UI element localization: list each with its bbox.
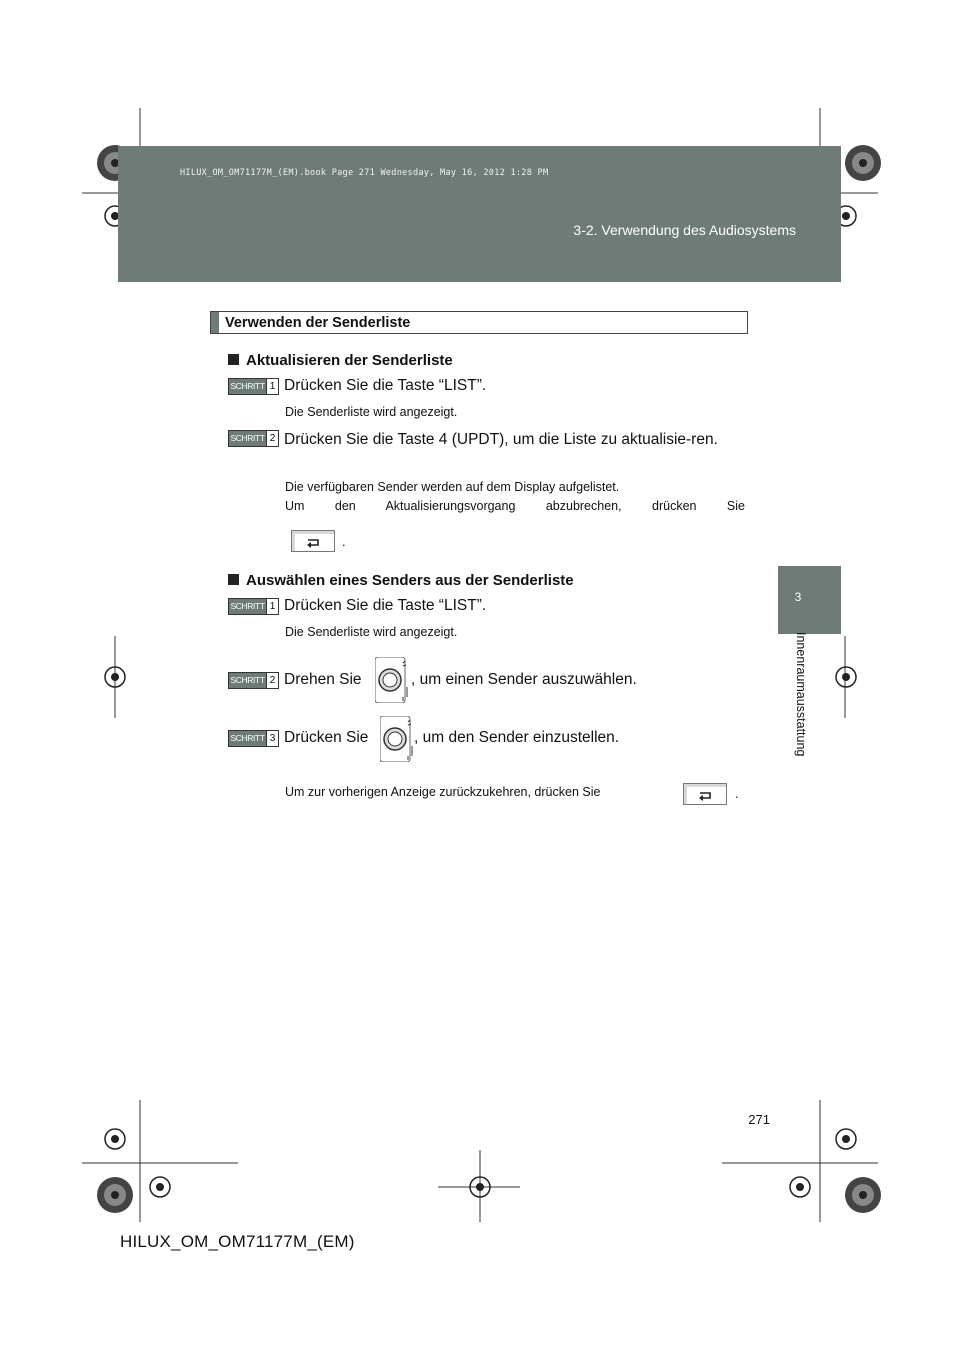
step-text-after: , um den Sender einzustellen. <box>414 729 620 746</box>
crosshair-icon <box>833 664 859 690</box>
step-text-after: , um einen Sender auszuwählen. <box>411 671 637 688</box>
subheading-update-text: Aktualisieren der Senderliste <box>246 352 453 369</box>
step-badge <box>228 430 279 447</box>
section-title-bar <box>211 312 219 333</box>
step-badge <box>228 378 279 395</box>
tune-knob-icon <box>380 716 414 762</box>
subheading-select <box>228 572 574 589</box>
step-word: SCHRITT <box>229 431 266 446</box>
crosshair-icon <box>102 1126 128 1152</box>
step-badge <box>228 672 279 689</box>
step-number: 3 <box>266 731 278 746</box>
crosshair-icon <box>102 664 128 690</box>
step-note: Die verfügbaren Sender werden auf dem Display aufgelistet. <box>285 480 620 494</box>
section-title: Verwenden der Senderliste <box>225 315 411 331</box>
document-code: HILUX_OM_OM71177M_(EM) <box>120 1232 355 1251</box>
chapter-number: 3 <box>794 590 802 604</box>
step-note: Die Senderliste wird angezeigt. <box>285 405 458 419</box>
step-badge <box>228 730 279 747</box>
crosshair-icon <box>147 1174 173 1200</box>
step-text: Drücken Sie die Taste “LIST”. <box>284 377 487 394</box>
registration-target-icon <box>95 1175 135 1215</box>
sentence-end: . <box>735 786 739 801</box>
tune-knob-icon <box>375 657 409 703</box>
page-number: 271 <box>748 1112 770 1127</box>
back-button-icon <box>683 783 727 805</box>
crosshair-icon <box>833 1126 859 1152</box>
step-note: Die Senderliste wird angezeigt. <box>285 625 458 639</box>
step-text-before: Drehen Sie <box>284 671 362 688</box>
chapter-label: Innenraumausstattung <box>794 632 808 757</box>
subheading-select-text: Auswählen eines Senders aus der Senderliste <box>246 572 574 589</box>
step-badge <box>228 598 279 615</box>
registration-target-icon <box>843 143 883 183</box>
header-band <box>118 146 841 282</box>
step-text: Drücken Sie die Taste 4 (UPDT), um die Liste zu aktualisie-ren. <box>284 431 718 448</box>
step-text: Drücken Sie die Taste “LIST”. <box>284 597 487 614</box>
step-number: 1 <box>266 379 278 394</box>
square-bullet-icon <box>228 574 239 585</box>
subheading-update <box>228 352 453 369</box>
step-number: 2 <box>266 673 278 688</box>
step-text-before: Drücken Sie <box>284 729 369 746</box>
return-note: Um zur vorherigen Anzeige zurückzukehren, drücken Sie <box>285 785 601 799</box>
step-word: SCHRITT <box>229 379 266 394</box>
step-number: 2 <box>266 431 278 446</box>
step-word: SCHRITT <box>229 731 266 746</box>
crosshair-icon <box>467 1174 493 1200</box>
chapter-section-title: 3-2. Verwendung des Audiosystems <box>573 222 796 238</box>
step-note: Um den Aktualisierungsvorgang abzubrechen, drücken Sie <box>285 499 745 513</box>
step-number: 1 <box>266 599 278 614</box>
print-info: HILUX_OM_OM71177M_(EM).book Page 271 Wednesday, May 16, 2012 1:28 PM <box>180 168 549 178</box>
sentence-end: . <box>342 534 346 549</box>
step-word: SCHRITT <box>229 599 266 614</box>
registration-target-icon <box>843 1175 883 1215</box>
section-title-box <box>210 311 748 334</box>
back-button-icon <box>291 530 335 552</box>
step-word: SCHRITT <box>229 673 266 688</box>
crosshair-icon <box>787 1174 813 1200</box>
square-bullet-icon <box>228 354 239 365</box>
